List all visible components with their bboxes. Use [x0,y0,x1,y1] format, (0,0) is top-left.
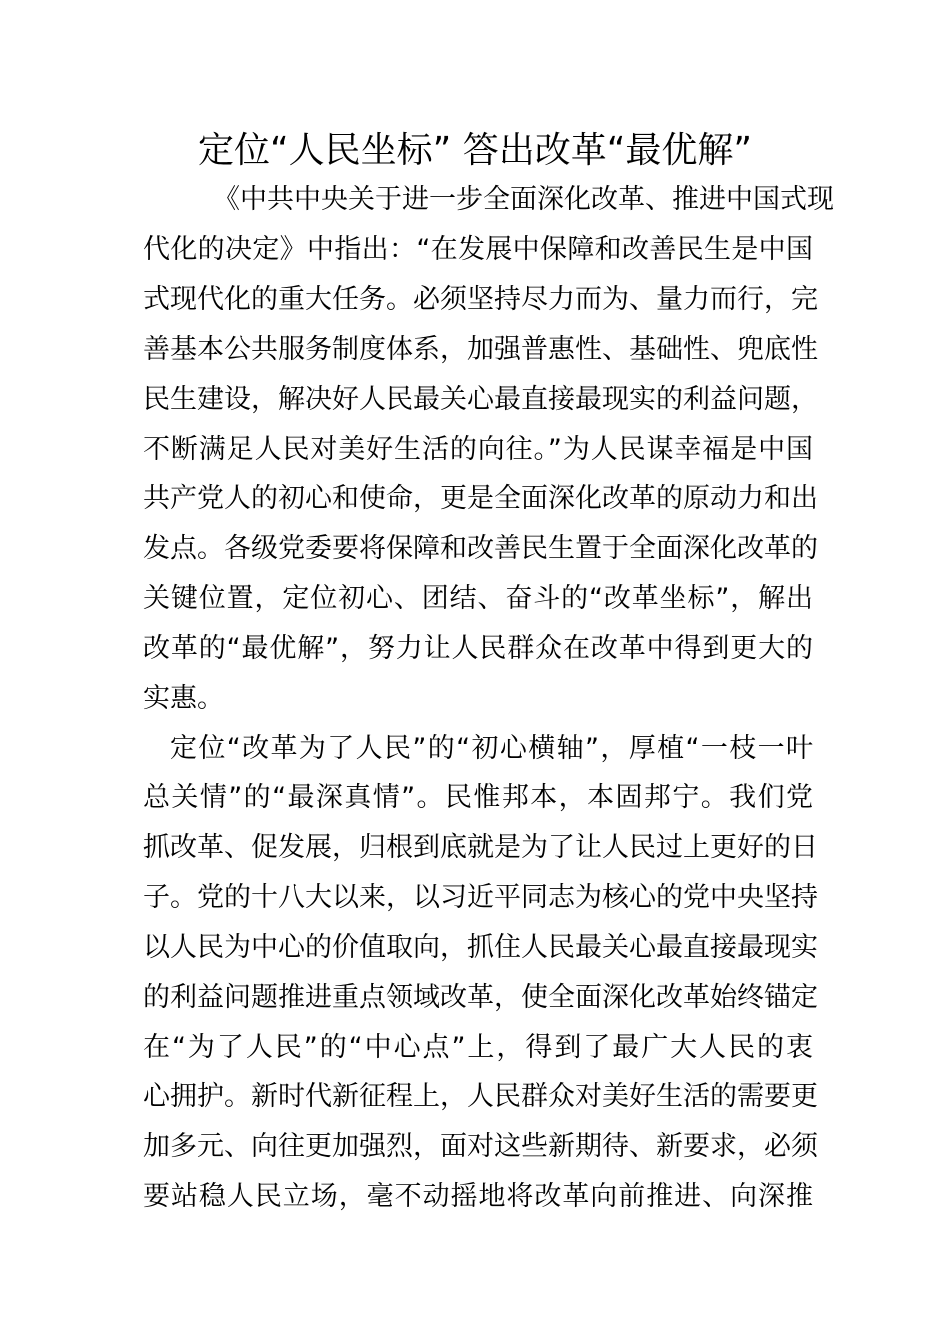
paragraph-line: 子。党的十八大以来，以习近平同志为核心的党中央坚持 [143,882,818,913]
paragraph-line: 发点。各级党委要将保障和改善民生置于全面深化改革的 [143,533,818,564]
paragraph-line: 总关情”的“最深真情”。民惟邦本，本固邦宁。我们党 [143,782,813,813]
paragraph-line: 关键位置，定位初心、团结、奋斗的“改革坐标”，解出 [143,583,813,614]
paragraph-line: 以人民为中心的价值取向，抓住人民最关心最直接最现实 [143,932,818,963]
paragraph-line: 善基本公共服务制度体系，加强普惠性、基础性、兜底性 [143,334,818,365]
paragraph-line: 共产党人的初心和使命，更是全面深化改革的原动力和出 [143,483,818,514]
paragraph-line: 要站稳人民立场，毫不动摇地将改革向前推进、向深推 [143,1181,813,1212]
paragraph-line: 民生建设，解决好人民最关心最直接最现实的利益问题， [143,384,818,415]
paragraph-line: 不断满足人民对美好生活的向往。”为人民谋幸福是中国 [143,434,813,465]
paragraph-line: 《中共中央关于进一步全面深化改革、推进中国式现 [213,184,834,215]
document-title: 定位“人民坐标” 答出改革“最优解” [197,130,753,171]
paragraph-line: 在“为了人民”的“中心点”上，得到了最广大人民的衷 [143,1032,813,1063]
paragraph-line: 代化的决定》中指出：“在发展中保障和改善民生是中国 [143,234,813,265]
paragraph-line: 式现代化的重大任务。必须坚持尽力而为、量力而行，完 [143,284,818,315]
paragraph-line: 实惠。 [143,683,224,714]
paragraph-line: 心拥护。新时代新征程上，人民群众对美好生活的需要更 [143,1081,818,1112]
paragraph-line: 定位“改革为了人民”的“初心横轴”，厚植“一枝一叶 [170,733,813,764]
paragraph-line: 抓改革、促发展，归根到底就是为了让人民过上更好的日 [143,832,818,863]
paragraph-line: 改革的“最优解”，努力让人民群众在改革中得到更大的 [143,633,813,664]
paragraph-line: 加多元、向往更加强烈，面对这些新期待、新要求，必须 [143,1131,818,1162]
paragraph-line: 的利益问题推进重点领域改革，使全面深化改革始终锚定 [143,982,818,1013]
